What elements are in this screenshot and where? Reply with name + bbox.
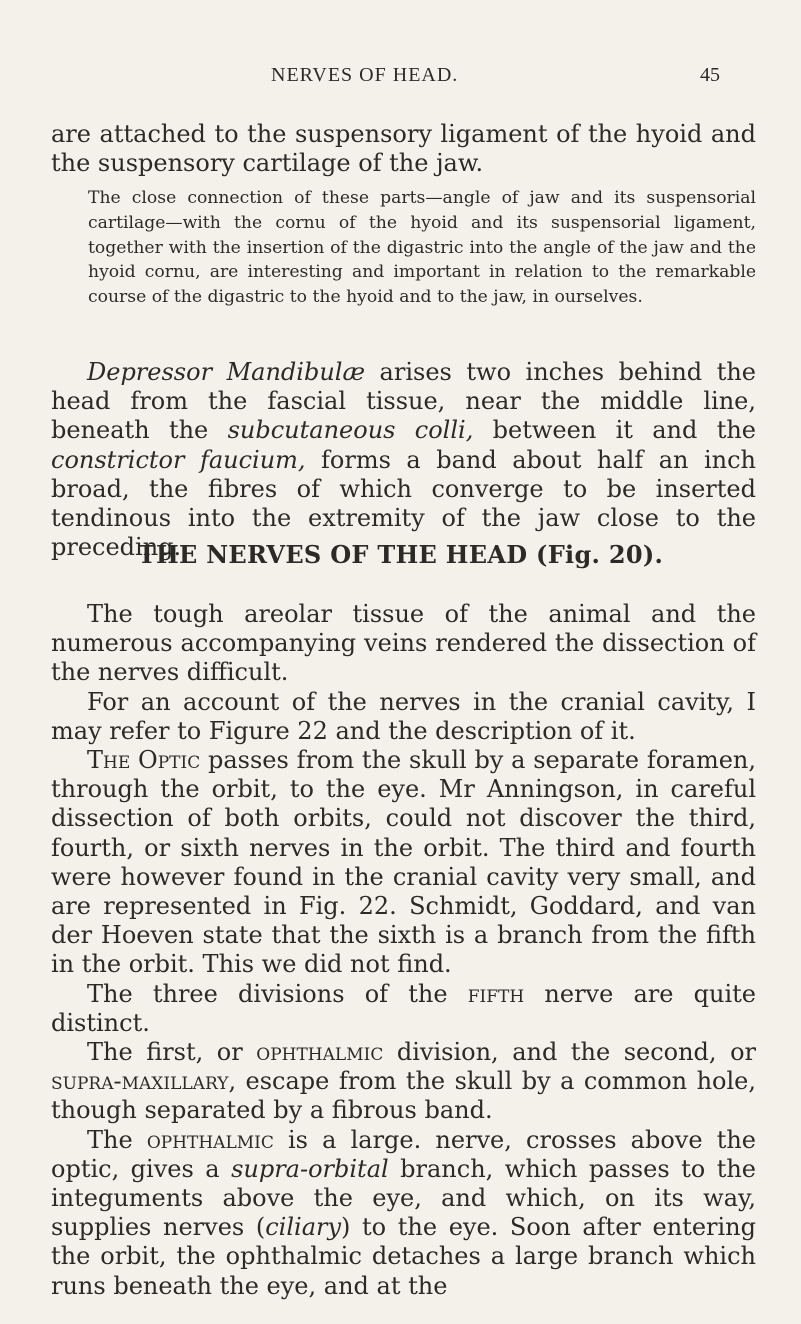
paragraph-continuation <box>51 120 756 178</box>
depressor-text <box>51 358 756 562</box>
divisions-text-c: escape from the skull by a common hole, though separated by a fibrous band. <box>51 1067 756 1125</box>
ophthalmic-text-b: is a large. nerve, crosses above the optic, gives a <box>51 1125 756 1183</box>
depressor-term: Depressor Mandibulæ <box>87 358 366 386</box>
depressor-text-c: forms a band about half an inch broad, the fibres of which converge to be inserted tendinous into the extremity of the jaw close to the preceding. <box>51 445 756 562</box>
note-text: The close connection of these parts—angle of jaw and its suspensorial cartilage—with the cornu of the hyoid and its suspensorial ligament, together with the insertion of the digastric into the angle of the jaw and the hyoid cornu, are interesting and important in relation to the remarkable course of the digastric to the hyoid and to the jaw, in ourselves. <box>88 188 756 308</box>
fifth-paragraph <box>51 980 756 1038</box>
ophthalmic-text-d: ) to the eye. Soon after entering the orbit, the ophthalmic detaches a large branch which runs beneath the eye, and at the <box>51 1213 756 1300</box>
depressor-paragraph <box>51 358 756 562</box>
section-heading: THE NERVES OF THE HEAD (Fig. 20). <box>137 540 664 569</box>
continuation-text: are attached to the suspensory ligament of the hyoid and the suspensory cartilage of the jaw. <box>51 120 756 178</box>
cranial-paragraph: For an account of the nerves in the cranial cavity, I may refer to Figure 22 and the description of it. <box>51 687 756 745</box>
fifth-text-b: nerve are quite distinct. <box>51 979 757 1037</box>
optic-paragraph <box>51 746 756 980</box>
fifth-text-a: The three divisions of the <box>87 979 468 1008</box>
ophthalmic-paragraph <box>51 1126 756 1301</box>
ciliary-term: ciliary <box>265 1213 342 1242</box>
ophthalmic-text-c: branch, which passes to the integuments above the eye, and which, on its way, supplies nerves ( <box>51 1154 756 1242</box>
depressor-text-b: between it and the <box>473 416 757 445</box>
running-head-title: NERVES OF HEAD. <box>271 64 459 86</box>
divisions-text-a: The first, or <box>87 1038 257 1067</box>
optic-text: passes from the skull by a separate foramen, through the orbit, to the eye. Mr Anningson, in careful dissection of both orbits, could not discover the third, fourth, or sixth nerves in the orbit. The third and fourth were however found in the cranial cavity very small, and are represented in Fig. 22. Schmidt, Goddard, and van der Hoeven state that the sixth is a branch from the fifth in the orbit. This we did not find. <box>51 746 756 979</box>
supra-orbital-term: supra-orbital <box>231 1154 389 1183</box>
main-text-block <box>51 600 756 1301</box>
tissue-paragraph: The tough areolar tissue of the animal and the numerous accompanying veins rendered the dissection of the nerves difficult. <box>51 600 756 687</box>
divisions-paragraph <box>51 1038 756 1126</box>
optic-term: The Optic <box>87 746 201 775</box>
depressor-text-a: arises two inches behind the head from the fascial tissue, near the middle line, beneath the <box>51 358 756 445</box>
constrictor-term: constrictor faucium, <box>51 445 306 474</box>
ophthalmic-text-a: The <box>87 1125 147 1154</box>
page-number: 45 <box>700 64 720 86</box>
divisions-text-b: division, and the second, or <box>383 1038 756 1067</box>
note-paragraph <box>88 186 756 310</box>
ophthalmic-term: ophthalmic <box>256 1038 384 1067</box>
ophthalmic-term-2: ophthalmic <box>146 1125 274 1154</box>
fifth-term: fifth <box>467 979 525 1008</box>
running-head <box>0 64 801 94</box>
supra-maxillary-term: supra-maxillary, <box>51 1067 237 1096</box>
subcutaneous-term: subcutaneous colli, <box>227 416 474 445</box>
